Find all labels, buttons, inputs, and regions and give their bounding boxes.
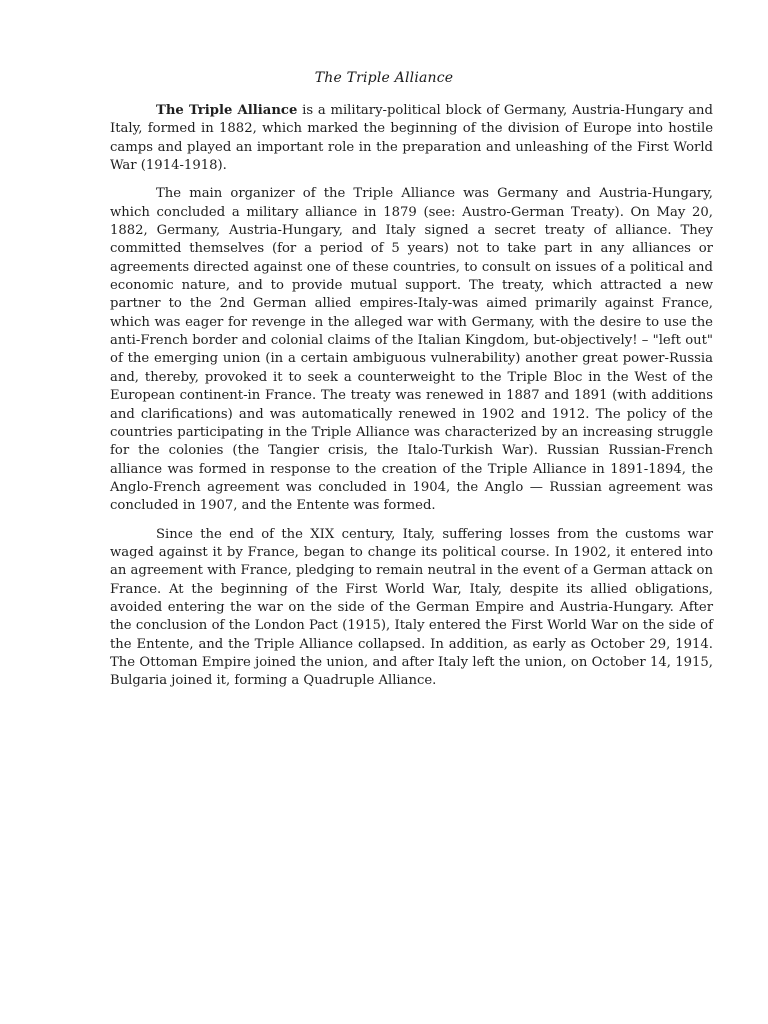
document-body bbox=[110, 102, 713, 701]
paragraph-1-text: is a military-political block of Germany, Austria-Hungary and Italy, formed in 1882, which marked the beginning of the division of Europe into hostile camps and played an important role in the preparation and unleashing of the First World War (1914-1918). bbox=[110, 103, 713, 174]
paragraph-1-lead-bold: The Triple Alliance bbox=[156, 103, 298, 118]
paragraph-2 bbox=[110, 185, 713, 515]
paragraph-1 bbox=[110, 102, 713, 175]
paragraph-3 bbox=[110, 526, 713, 691]
paragraph-2-text: The main organizer of the Triple Alliance was Germany and Austria-Hungary, which concluded a military alliance in 1879 (see: Austro-German Treaty). On May 20, 1882, Germany, Austria-Hungary, and Italy signed a secret treaty of alliance. They committed themselves (for a period of 5 years) not to take part in any alliances or agreements directed against one of these countries, to consult on issues of a political and economic nature, and to provide mutual support. The treaty, which attracted a new partner to the 2nd German allied empires-Italy-was aimed primarily against France, which was eager for revenge in the alleged war with Germany, with the desire to use the anti-French border and colonial claims of the Italian Kingdom, but-objectively! – "left out" of the emerging union (in a certain ambiguous vulnerability) another great power-Russia and, thereby, provoked it to seek a counterweight to the Triple Bloc in the West of the European continent-in France. The treaty was renewed in 1887 and 1891 (with additions and clarifications) and was automatically renewed in 1902 and 1912. The policy of the countries participating in the Triple Alliance was characterized by an increasing struggle for the colonies (the Tangier crisis, the Italo-Turkish War). Russian Russian-French alliance was formed in response to the creation of the Triple Alliance in 1891-1894, the Anglo-French agreement was concluded in 1904, the Anglo — Russian agreement was concluded in 1907, and the Entente was formed. bbox=[110, 186, 713, 514]
document-title: The Triple Alliance bbox=[314, 70, 454, 86]
paragraph-3-text: Since the end of the XIX century, Italy, suffering losses from the customs war waged against it by France, began to change its political course. In 1902, it entered into an agreement with France, pledging to remain neutral in the event of a German attack on France. At the beginning of the First World War, Italy, despite its allied obligations, avoided entering the war on the side of the German Empire and Austria-Hungary. After the conclusion of the London Pact (1915), Italy entered the First World War on the side of the Entente, and the Triple Alliance collapsed. In addition, as early as October 29, 1914. The Ottoman Empire joined the union, and after Italy left the union, on October 14, 1915, Bulgaria joined it, forming a Quadruple Alliance. bbox=[110, 526, 713, 689]
